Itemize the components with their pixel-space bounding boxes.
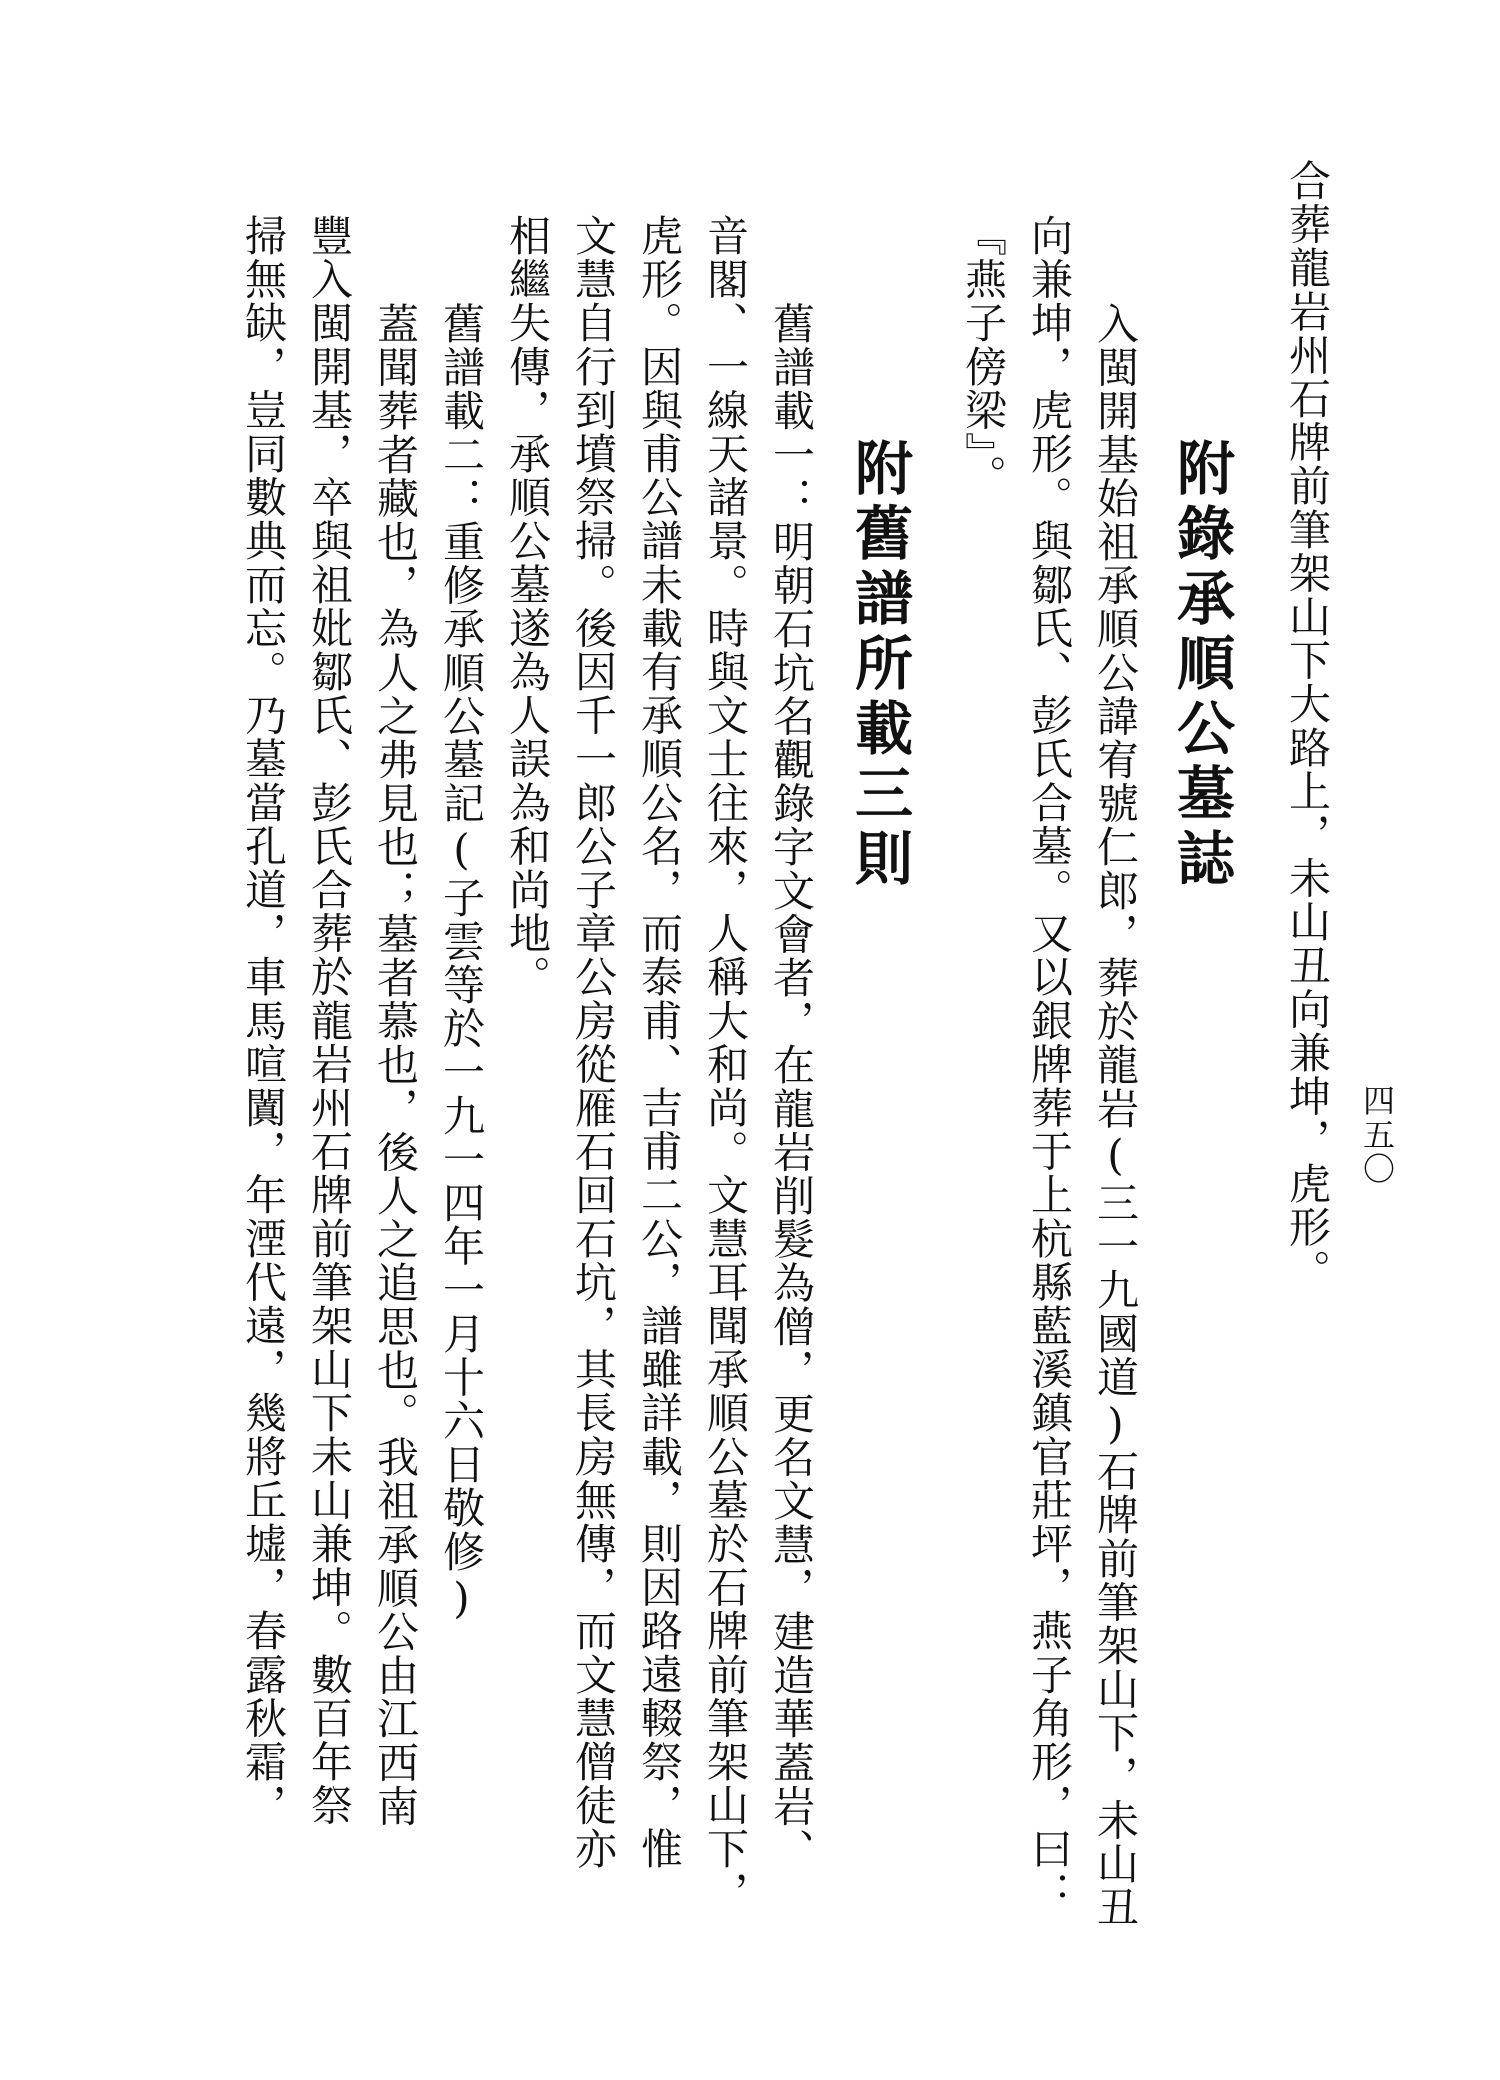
text-line-7: 虎形。因與甫公譜未載有承順公名，而泰甫、吉甫二公，譜雖詳載，則因路遠輟祭，惟 — [635, 214, 684, 1871]
text-line-9: 相繼失傳，承順公墓遂為人誤為和尚地。 — [503, 214, 552, 999]
text-line-2: 入閩開基始祖承順公諱宥號仁郎，葬於龍岩(三一九國道)石牌前筆架山下，未山丑 — [1091, 302, 1140, 1930]
text-line-8: 文慧自行到墳祭掃。後因千一郎公子章公房從雁石回石坑，其長房無傳，而文慧僧徒亦 — [569, 214, 618, 1871]
text-line-11: 蓋聞葬者藏也，為人之弗見也；墓者慕也，後人之追思也。我祖承順公由江西南 — [371, 302, 420, 1828]
text-line-12: 豐入閩開基，卒與祖妣鄒氏、彭氏合葬於龍岩州石牌前筆架山下未山兼坤。數百年祭 — [305, 214, 354, 1828]
subsection-heading: 附舊譜所載三則 — [845, 438, 913, 893]
text-line-6: 音閣、一線天諸景。時與文士往來，人稱大和尚。文慧耳聞承順公墓於石牌前筆架山下， — [701, 214, 750, 1915]
text-line-5: 舊譜載一：明朝石坑名觀錄字文會者，在龍岩削髮為僧，更名文慧，建造華蓋岩、 — [767, 302, 816, 1872]
section-heading: 附錄承順公墓誌 — [1167, 438, 1235, 893]
page-number: 四五〇 — [1358, 1084, 1396, 1186]
text-line-10: 舊譜載二：重修承順公墓記(子雲等於一九一四年一月十六日敬修) — [437, 302, 486, 1624]
text-line-13: 掃無缺，豈同數典而忘。乃墓當孔道，車馬喧闐，年湮代遠，幾將丘墟，春露秋霜， — [239, 214, 288, 1828]
text-line-1: 合葬龍岩州石牌前筆架山下大路上，未山丑向兼坤，虎形。 — [1283, 159, 1332, 1293]
text-line-4: 『燕子傍梁』。 — [959, 214, 1008, 499]
text-line-3: 向兼坤，虎形。與鄒氏、彭氏合墓。又以銀牌葬于上杭縣藍溪鎮官莊坪，燕子角形，曰： — [1025, 214, 1074, 1915]
